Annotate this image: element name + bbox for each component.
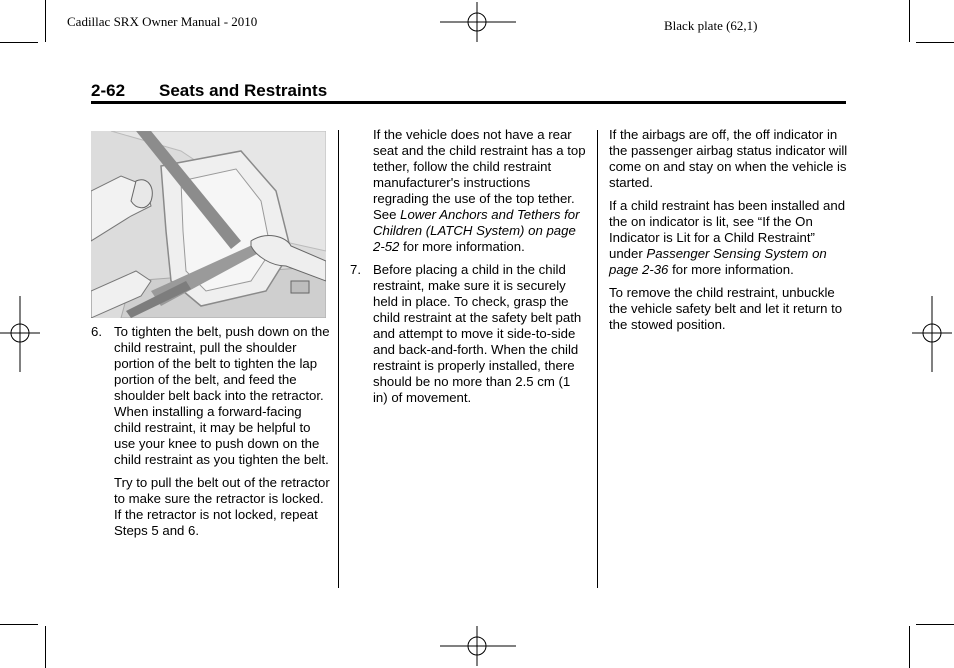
section-title: Seats and Restraints [159, 81, 328, 100]
crop-mark [0, 42, 38, 43]
step-7 [350, 262, 586, 406]
crop-mark [916, 624, 954, 625]
latch-reference-link[interactable]: Lower Anchors and Tethers for Children (LATCH System) on page 2-52 [373, 207, 580, 254]
registration-mark-top [440, 2, 516, 42]
manual-title: Cadillac SRX Owner Manual - 2010 [67, 14, 258, 29]
column-3 [609, 127, 849, 340]
intro-paragraph [350, 127, 586, 255]
intro-text-end: for more information. [399, 239, 525, 254]
paragraph-text-end: for more information. [668, 262, 794, 277]
step-6-text: To tighten the belt, push down on the child restraint, pull the shoulder portion of the belt to tighten the lap portion of the belt, and feed the shoulder belt back into the retractor. When installing a forward-facing child restraint, it may be helpful to use your knee to push down on the child restraint as you tighten the belt. [114, 324, 330, 467]
step-6-text-2: Try to pull the belt out of the retractor to make sure the retractor is locked. If the retractor is not locked, repeat Steps 5 and 6. [114, 475, 330, 538]
crop-mark [909, 0, 910, 42]
column-divider [338, 130, 339, 588]
registration-mark-right [912, 296, 952, 372]
registration-mark-left [0, 296, 40, 372]
remove-restraint-paragraph: To remove the child restraint, unbuckle the vehicle safety belt and let it return to the stowed position. [609, 285, 843, 332]
crop-mark [45, 0, 46, 42]
plate-label: Black plate (62,1) [664, 18, 758, 33]
step-number: 7. [350, 262, 361, 277]
column-divider [597, 130, 598, 588]
title-rule [91, 101, 846, 104]
child-seat-illustration [91, 131, 326, 318]
crop-mark [909, 626, 910, 668]
airbag-off-paragraph: If the airbags are off, the off indicator in the passenger airbag status indicator will come on and stay on when the vehicle is started. [609, 127, 848, 190]
step-7-text: Before placing a child in the child restraint, make sure it is securely held in place. To check, grasp the child restraint at the safety belt path and attempt to move it side-to-side and back-and-forth. When the child restraint is properly installed, there should be no more than 2.5 cm (1 in) of movement. [373, 262, 582, 405]
crop-mark [916, 42, 954, 43]
paragraph-text: If a child restraint has been installed and the on indicator is lit, see “If the On Indicator is Lit for a Child Restraint” under [609, 198, 846, 261]
passenger-sensing-reference-link[interactable]: Passenger Sensing System on page 2-36 [609, 246, 827, 277]
step-number: 6. [91, 324, 102, 339]
crop-mark [0, 624, 38, 625]
step-6 [91, 324, 331, 539]
crop-mark [45, 626, 46, 668]
on-indicator-paragraph [609, 198, 849, 278]
page-title [91, 81, 327, 101]
page-number: 2-62 [91, 81, 126, 100]
column-1 [91, 324, 331, 546]
column-2 [350, 127, 586, 413]
intro-text: If the vehicle does not have a rear seat and the child restraint has a top tether, follow the child restraint manufacturer's instructions regrading the use of the top tether. See [373, 127, 586, 222]
registration-mark-bottom [440, 626, 516, 666]
